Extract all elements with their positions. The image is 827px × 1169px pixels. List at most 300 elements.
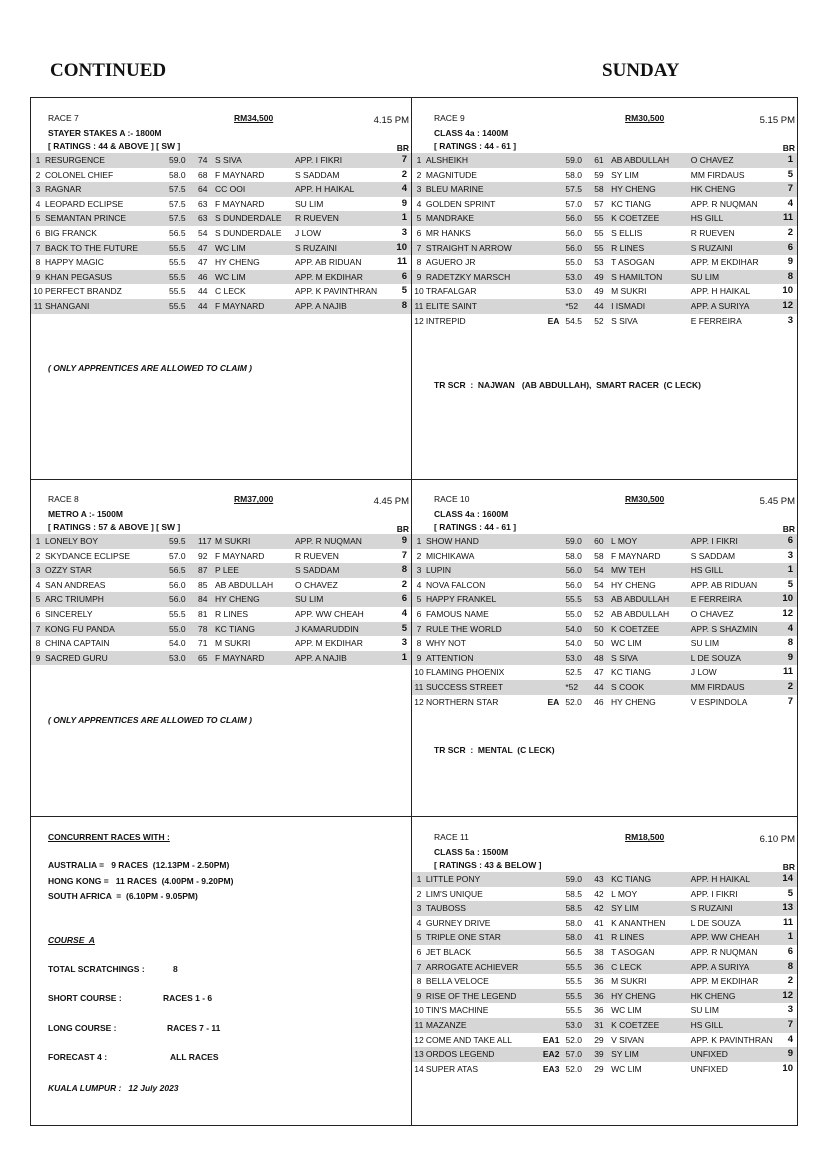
trainer: AB ABDULLAH xyxy=(611,153,691,168)
weight: 55.5 xyxy=(565,592,594,607)
rating: 71 xyxy=(198,638,208,649)
trainer: M SUKRI xyxy=(611,286,647,297)
horse-name: SKYDANCE ECLIPSE xyxy=(45,550,131,561)
barrier: 1 xyxy=(782,153,797,168)
runner-number: 4 xyxy=(416,198,422,209)
runner-number: 2 xyxy=(416,169,422,180)
ea-flag xyxy=(155,651,169,666)
ea-flag: EA1 xyxy=(542,1034,560,1045)
weight: 53.0 xyxy=(565,270,594,285)
runner-number: 8 xyxy=(416,638,422,649)
ea-flag xyxy=(536,872,566,887)
horse-name: COLONEL CHIEF xyxy=(45,169,114,180)
runner-number: 7 xyxy=(31,622,45,637)
horse-name: BACK TO THE FUTURE xyxy=(45,241,155,256)
trainer: HY CHENG xyxy=(215,592,295,607)
barrier-header: BR xyxy=(782,862,795,872)
horse-name: FLAMING PHOENIX xyxy=(425,667,505,678)
runner-row xyxy=(412,182,797,197)
runner-row xyxy=(412,197,797,212)
trainer: S ELLIS xyxy=(611,227,643,238)
ea-flag xyxy=(536,592,566,607)
weight: 59.0 xyxy=(169,153,198,168)
horse-name: SUPER ATAS xyxy=(425,1063,479,1074)
trainer: HY CHENG xyxy=(215,257,260,268)
horse-name: MANDRAKE xyxy=(426,211,536,226)
runner-row xyxy=(31,299,411,314)
runner-row xyxy=(412,211,797,226)
runner-row xyxy=(412,1047,797,1062)
trainer: P LEE xyxy=(215,563,295,578)
runner-number: 8 xyxy=(35,638,41,649)
rating: 59 xyxy=(594,169,604,180)
race-title: RACE 7 xyxy=(48,113,79,123)
concurrent-australia: AUSTRALIA = 9 RACES (12.13PM - 2.50PM) xyxy=(48,860,230,870)
runner-number: 3 xyxy=(412,901,426,916)
rating: 29 xyxy=(594,1063,604,1074)
horse-name: WHY NOT xyxy=(425,638,466,649)
runner-row xyxy=(412,989,797,1004)
jockey: S SADDAM xyxy=(295,563,387,578)
trainer: WC LIM xyxy=(611,1005,642,1016)
trainer: S DUNDERDALE xyxy=(215,227,282,238)
horse-name: TRIPLE ONE STAR xyxy=(426,930,536,945)
weight: 55.5 xyxy=(169,257,186,268)
ea-flag xyxy=(536,680,566,695)
barrier: 8 xyxy=(782,270,797,285)
race-title: RACE 11 xyxy=(434,832,469,842)
weight: 59.5 xyxy=(169,534,198,549)
ea-flag: EA xyxy=(547,696,560,707)
race-title: RACE 9 xyxy=(434,113,465,123)
barrier-header: BR xyxy=(782,143,795,153)
runner-table xyxy=(412,872,797,1076)
ea-flag xyxy=(536,241,566,256)
runner-number: 6 xyxy=(416,227,422,238)
runner-number: 4 xyxy=(35,198,41,209)
trainer: F MAYNARD xyxy=(215,299,295,314)
ea-flag xyxy=(155,592,169,607)
jockey: J LOW xyxy=(295,227,321,238)
runner-number: 11 xyxy=(412,680,426,695)
horse-name: KHAN PEGASUS xyxy=(45,270,155,285)
horse-name: ARC TRIUMPH xyxy=(45,592,155,607)
rating: 42 xyxy=(594,888,604,899)
barrier-header: BR xyxy=(396,143,409,153)
horse-name: GURNEY DRIVE xyxy=(425,917,491,928)
runner-row xyxy=(31,255,411,270)
weight: 59.0 xyxy=(565,534,594,549)
runner-number: 7 xyxy=(412,241,426,256)
horse-name: NOVA FALCON xyxy=(425,579,486,590)
runner-number: 12 xyxy=(414,696,424,707)
ea-flag xyxy=(155,549,169,564)
weight: 55.0 xyxy=(565,257,582,268)
jockey: APP. WW CHEAH xyxy=(691,930,783,945)
trainer: WC LIM xyxy=(215,241,295,256)
barrier: 5 xyxy=(787,168,793,180)
ea-flag xyxy=(536,563,566,578)
trainer: L MOY xyxy=(611,534,691,549)
horse-name: LUPIN xyxy=(426,563,536,578)
horse-name: SAN ANDREAS xyxy=(45,579,106,590)
rating: 44 xyxy=(594,299,611,314)
grid-divider-2 xyxy=(30,816,798,817)
trainer: C LECK xyxy=(215,286,246,297)
jockey: APP. M EKDIHAR xyxy=(295,638,363,649)
rating: 47 xyxy=(594,667,604,678)
jockey: APP. M EKDIHAR xyxy=(690,976,759,987)
race-prize: RM34,500 xyxy=(234,113,274,123)
trainer: HY CHENG xyxy=(611,579,656,590)
horse-name: AGUERO JR xyxy=(425,257,476,268)
runner-row xyxy=(31,622,411,637)
ea-flag xyxy=(536,901,566,916)
runner-number: 10 xyxy=(414,286,424,297)
barrier: 9 xyxy=(782,651,797,666)
trainer: R LINES xyxy=(215,608,249,619)
horse-name: PERFECT BRANDZ xyxy=(45,286,122,297)
horse-name: BELLA VELOCE xyxy=(425,976,489,987)
jockey: J LOW xyxy=(690,667,717,678)
runner-row xyxy=(412,945,797,960)
trainer: KC TIANG xyxy=(611,198,652,209)
rating: 54 xyxy=(198,227,208,238)
ea-flag xyxy=(155,563,169,578)
race-class: STAYER STAKES A :- 1800M xyxy=(48,128,162,138)
race-class: METRO A :- 1500M xyxy=(48,509,123,519)
runner-number: 2 xyxy=(35,550,41,561)
horse-name: ARROGATE ACHIEVER xyxy=(426,960,536,975)
rating: 63 xyxy=(198,211,215,226)
barrier: 10 xyxy=(782,1062,793,1074)
weight: 56.0 xyxy=(565,241,594,256)
runner-number: 5 xyxy=(31,592,45,607)
trainer: AB ABDULLAH xyxy=(611,592,691,607)
rating: 46 xyxy=(198,270,215,285)
barrier: 8 xyxy=(387,299,411,314)
jockey: S RUZAINI xyxy=(691,241,783,256)
rating: 38 xyxy=(594,946,604,957)
trainer: F MAYNARD xyxy=(611,550,661,561)
ea-flag xyxy=(155,168,169,183)
jockey: HK CHENG xyxy=(691,989,783,1004)
horse-name: MAZANZE xyxy=(426,1018,536,1033)
weight: 55.5 xyxy=(169,299,198,314)
runner-row xyxy=(31,284,411,299)
weight: 53.0 xyxy=(169,651,198,666)
barrier: 7 xyxy=(401,549,407,561)
rating: 42 xyxy=(594,901,611,916)
ea-flag xyxy=(155,607,169,622)
total-scratchings-value: 8 xyxy=(173,964,178,974)
ea-flag xyxy=(536,534,566,549)
jockey: APP. K PAVINTHRAN xyxy=(295,286,378,297)
barrier: 13 xyxy=(782,901,797,916)
horse-name: TRAFALGAR xyxy=(425,286,477,297)
horse-name: HAPPY MAGIC xyxy=(45,257,104,268)
jockey: APP. R NUQMAN xyxy=(295,534,387,549)
weight: 58.0 xyxy=(565,169,582,180)
trainer: K COETZEE xyxy=(611,622,691,637)
runner-row xyxy=(412,872,797,887)
runner-row xyxy=(412,241,797,256)
forecast-value: ALL RACES xyxy=(170,1052,219,1062)
rating: 36 xyxy=(594,960,611,975)
trainer: M SUKRI xyxy=(215,534,295,549)
ea-flag xyxy=(155,255,169,270)
runner-number: 3 xyxy=(31,563,45,578)
barrier: 8 xyxy=(787,637,793,649)
trainer: HY CHENG xyxy=(611,696,656,707)
rating: 85 xyxy=(198,579,208,590)
jockey: APP. I FIKRI xyxy=(691,534,783,549)
jockey: R RUEVEN xyxy=(295,550,339,561)
weight: 55.5 xyxy=(169,270,198,285)
ea-flag xyxy=(155,182,169,197)
horse-name: RISE OF THE LEGEND xyxy=(426,989,536,1004)
weight: 56.0 xyxy=(565,563,594,578)
jockey: UNFIXED xyxy=(691,1047,783,1062)
barrier: 11 xyxy=(782,666,793,678)
rating: 81 xyxy=(198,608,208,619)
trainer: HY CHENG xyxy=(611,182,691,197)
runner-row xyxy=(31,534,411,549)
barrier: 9 xyxy=(787,256,793,268)
rating: 92 xyxy=(198,550,208,561)
barrier: 11 xyxy=(782,916,793,928)
horse-name: ELITE SAINT xyxy=(426,299,536,314)
weight: 52.5 xyxy=(565,667,582,678)
rating: 41 xyxy=(594,917,604,928)
horse-name: RULE THE WORLD xyxy=(426,622,536,637)
barrier: 1 xyxy=(387,651,411,666)
rating: 55 xyxy=(594,211,611,226)
runner-number: 3 xyxy=(412,182,426,197)
trainer: WC LIM xyxy=(215,270,295,285)
weight: 55.5 xyxy=(565,1005,582,1016)
ea-flag: EA xyxy=(547,315,560,326)
barrier: 10 xyxy=(782,592,797,607)
jockey: HS GILL xyxy=(691,211,783,226)
rating: 54 xyxy=(594,579,604,590)
rating: 49 xyxy=(594,270,611,285)
rating: 58 xyxy=(594,550,604,561)
race-prize: RM37,000 xyxy=(234,494,274,504)
runner-number: 5 xyxy=(31,211,45,226)
barrier: 3 xyxy=(401,226,407,238)
barrier: 1 xyxy=(782,563,797,578)
rating: 60 xyxy=(594,534,611,549)
ea-flag xyxy=(536,651,566,666)
race-9-panel xyxy=(412,113,797,328)
runner-number: 2 xyxy=(416,550,422,561)
horse-name: SUCCESS STREET xyxy=(426,680,536,695)
runner-row xyxy=(412,1062,797,1077)
rating: 49 xyxy=(594,286,604,297)
race-time: 6.10 PM xyxy=(759,834,795,845)
barrier: 6 xyxy=(782,241,797,256)
trainer: S HAMILTON xyxy=(611,270,691,285)
runner-row xyxy=(412,299,797,314)
runner-number: 12 xyxy=(414,315,424,326)
runner-number: 1 xyxy=(31,534,45,549)
trainer: F MAYNARD xyxy=(215,169,265,180)
runner-number: 3 xyxy=(412,563,426,578)
ea-flag: EA2 xyxy=(536,1047,566,1062)
runner-row xyxy=(31,563,411,578)
jockey: S SADDAM xyxy=(295,169,340,180)
horse-name: BLEU MARINE xyxy=(426,182,536,197)
race-7-panel xyxy=(31,113,411,314)
weight: 54.0 xyxy=(169,638,186,649)
horse-name: RESURGENCE xyxy=(45,153,155,168)
race-10-panel xyxy=(412,494,797,709)
runner-row xyxy=(412,255,797,270)
ea-flag xyxy=(536,549,566,564)
barrier: 7 xyxy=(782,182,797,197)
rating: 84 xyxy=(198,592,215,607)
ea-flag xyxy=(536,1003,566,1018)
trainer: L MOY xyxy=(611,888,638,899)
weight: 57.0 xyxy=(565,198,582,209)
continued-heading: CONTINUED xyxy=(50,60,167,81)
runner-number: 7 xyxy=(412,622,426,637)
runner-row xyxy=(412,284,797,299)
trainer: S COOK xyxy=(611,680,691,695)
runner-row xyxy=(31,592,411,607)
jockey: MM FIRDAUS xyxy=(690,169,745,180)
horse-name: LONELY BOY xyxy=(45,534,155,549)
race-time: 4.15 PM xyxy=(373,115,409,126)
trainer: K COETZEE xyxy=(611,211,691,226)
trainer: SY LIM xyxy=(611,169,639,180)
jockey: APP. M EKDIHAR xyxy=(295,270,387,285)
jockey: SU LIM xyxy=(690,638,720,649)
jockey: E FERREIRA xyxy=(690,315,742,326)
runner-number: 7 xyxy=(412,960,426,975)
horse-name: RADETZKY MARSCH xyxy=(426,270,536,285)
barrier: 3 xyxy=(787,549,793,561)
runner-number: 4 xyxy=(416,579,422,590)
runner-row xyxy=(31,182,411,197)
ea-flag: EA3 xyxy=(542,1063,560,1074)
rating: 54 xyxy=(594,563,611,578)
ea-flag xyxy=(155,211,169,226)
race-8-note: ( ONLY APPRENTICES ARE ALLOWED TO CLAIM ) xyxy=(48,715,252,725)
ea-flag xyxy=(536,1018,566,1033)
rating: 44 xyxy=(198,286,208,297)
runner-row xyxy=(412,563,797,578)
runner-row xyxy=(31,636,411,651)
rating: 53 xyxy=(594,592,611,607)
rating: 41 xyxy=(594,930,611,945)
race-ratings: [ RATINGS : 44 - 61 ] xyxy=(434,141,517,151)
rating: 55 xyxy=(594,241,611,256)
rating: 53 xyxy=(594,257,604,268)
weight: 56.5 xyxy=(169,563,198,578)
jockey: E FERREIRA xyxy=(691,592,783,607)
weight: 57.5 xyxy=(169,182,198,197)
runner-number: 6 xyxy=(416,946,422,957)
trainer: CC OOI xyxy=(215,182,295,197)
rating: 48 xyxy=(594,651,611,666)
weight: 56.5 xyxy=(169,227,186,238)
race-ratings: [ RATINGS : 44 & ABOVE ] [ SW ] xyxy=(48,141,181,151)
barrier: 2 xyxy=(787,226,793,238)
barrier-header: BR xyxy=(782,524,795,534)
barrier: 8 xyxy=(387,563,411,578)
trainer: F MAYNARD xyxy=(215,198,265,209)
rating: 57 xyxy=(594,198,604,209)
rating: 55 xyxy=(594,227,604,238)
weight: 55.5 xyxy=(169,241,198,256)
weight: 58.0 xyxy=(565,917,582,928)
barrier: 9 xyxy=(401,197,407,209)
weight: 55.0 xyxy=(565,608,582,619)
barrier: 6 xyxy=(782,534,797,549)
ea-flag xyxy=(155,636,169,651)
horse-name: OZZY STAR xyxy=(45,563,155,578)
runner-row xyxy=(412,168,797,183)
jockey: APP. H HAIKAL xyxy=(691,872,783,887)
race-prize: RM30,500 xyxy=(625,113,665,123)
jockey: HS GILL xyxy=(691,1018,783,1033)
jockey: O CHAVEZ xyxy=(295,579,338,590)
horse-name: CHINA CAPTAIN xyxy=(45,638,110,649)
barrier: 3 xyxy=(787,314,793,326)
barrier: 10 xyxy=(387,241,411,256)
weight: 58.5 xyxy=(565,888,582,899)
horse-name: ATTENTION xyxy=(426,651,536,666)
barrier: 11 xyxy=(396,256,407,268)
ea-flag xyxy=(536,887,566,902)
barrier: 1 xyxy=(782,930,797,945)
barrier: 7 xyxy=(782,1018,797,1033)
trainer: SY LIM xyxy=(611,1047,691,1062)
barrier: 11 xyxy=(782,211,797,226)
trainer: F MAYNARD xyxy=(215,651,295,666)
barrier: 4 xyxy=(787,197,793,209)
ea-flag xyxy=(536,226,566,241)
jockey: R RUEVEN xyxy=(690,227,735,238)
runner-row xyxy=(412,901,797,916)
runner-row xyxy=(412,636,797,651)
trainer: S SIVA xyxy=(611,651,691,666)
rating: 47 xyxy=(198,257,208,268)
ea-flag xyxy=(155,284,169,299)
trainer: T ASOGAN xyxy=(611,257,655,268)
weight: 56.0 xyxy=(565,227,582,238)
race-ratings: [ RATINGS : 57 & ABOVE ] [ SW ] xyxy=(48,522,181,532)
rating: 117 xyxy=(198,534,215,549)
barrier-header: BR xyxy=(396,524,409,534)
rating: 52 xyxy=(594,608,604,619)
horse-name: FAMOUS NAME xyxy=(425,608,489,619)
rating: 50 xyxy=(594,622,611,637)
ea-flag xyxy=(536,960,566,975)
runner-row xyxy=(31,153,411,168)
runner-row xyxy=(412,887,797,902)
trainer: WC LIM xyxy=(611,638,642,649)
trainer: I ISMADI xyxy=(611,299,691,314)
runner-row xyxy=(31,197,411,212)
jockey: MM FIRDAUS xyxy=(691,680,783,695)
ea-flag xyxy=(536,211,566,226)
runner-row xyxy=(412,534,797,549)
weight: 54.5 xyxy=(565,315,582,326)
jockey: APP. A NAJIB xyxy=(295,299,387,314)
